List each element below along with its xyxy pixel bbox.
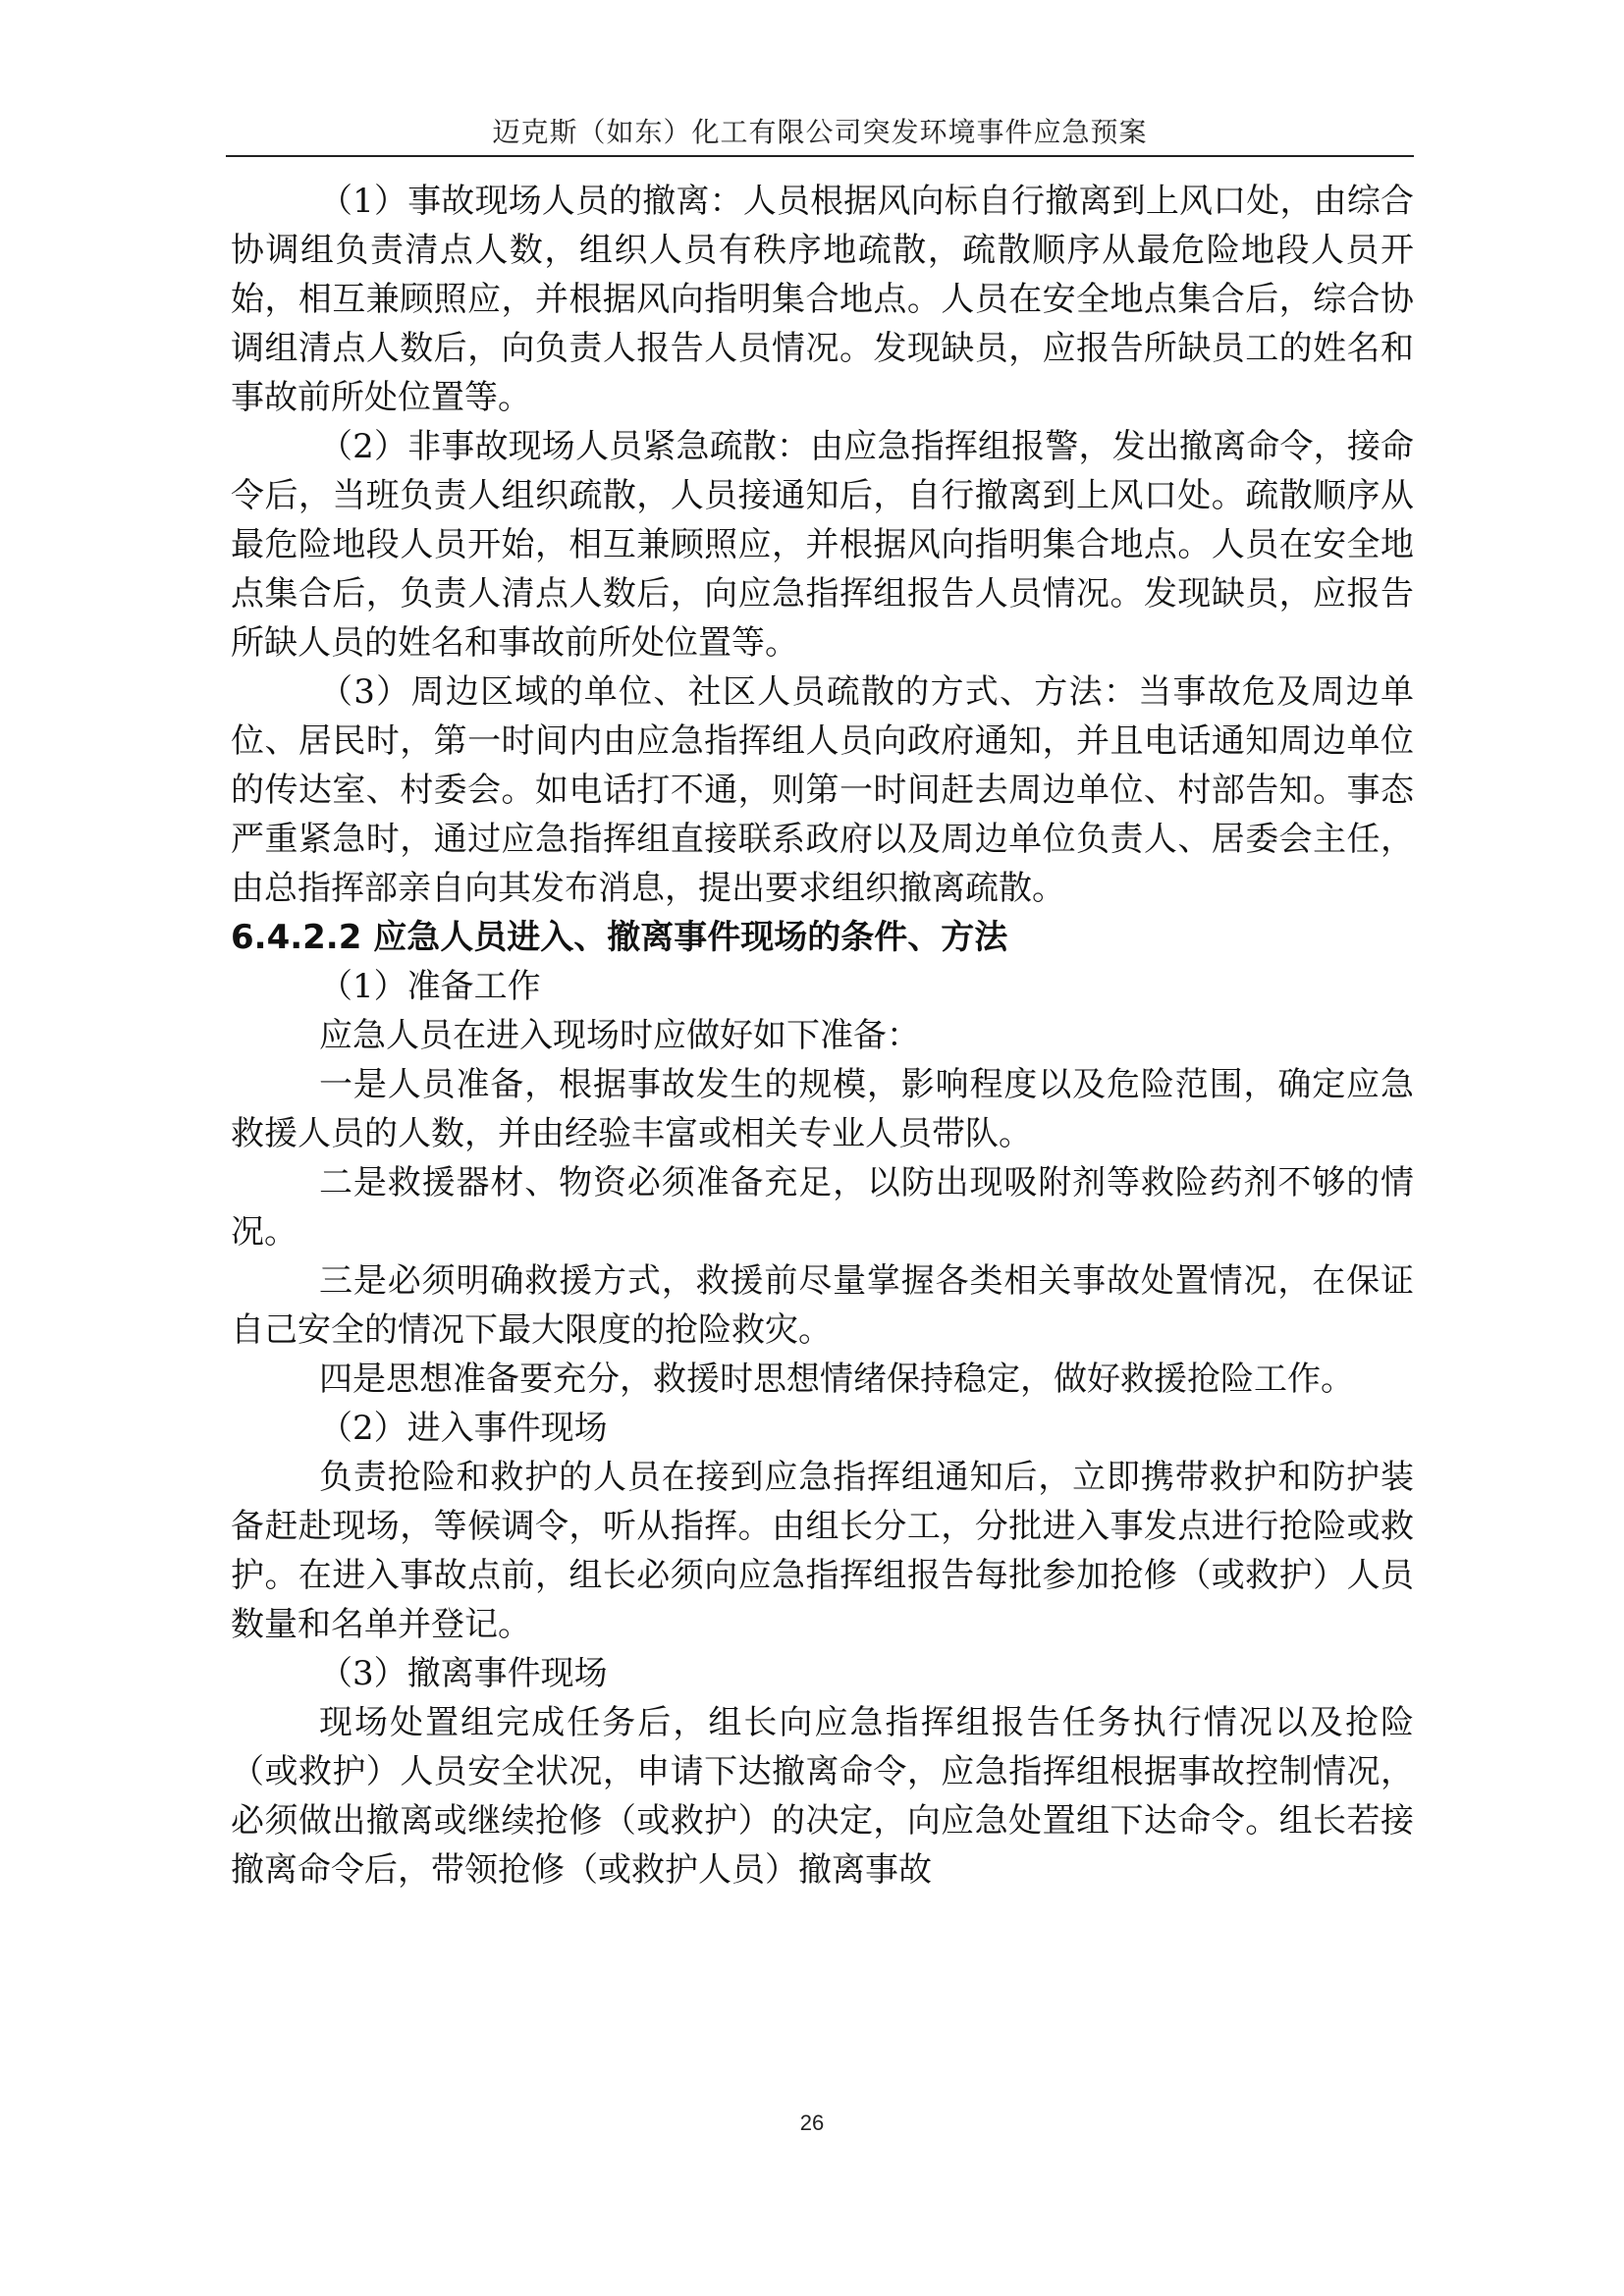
page-header-title: 迈克斯（如东）化工有限公司突发环境事件应急预案 [492,116,1148,148]
paragraph-mental-preparation: 四是思想准备要充分，救援时思想情绪保持稳定，做好救援抢险工作。 [319,1360,1354,1399]
section-heading: 6.4.2.2 应急人员进入、撤离事件现场的条件、方法 [231,918,1008,957]
paragraph-equipment-preparation: 二是救援器材、物资必须准备充足，以防出现吸附剂等救险药剂不够的情况。 [231,1163,1414,1252]
paragraph-evacuation-off-site: （2）非事故现场人员紧急疏散：由应急指挥组报警，发出撤离命令，接命令后，当班负责人组织疏散，人员接通知后，自行撤离到上风口处。疏散顺序从最危险地段人员开始，相互兼顾照应，并根据风向指明集合地点。人员在安全地点集合后，负责人清点人数后，向应急指挥组报告人员情况。发现缺员，应报告所缺人员的姓名和事故前所处位置等。 [231,427,1414,663]
paragraph-evacuation-on-site: （1）事故现场人员的撤离：人员根据风向标自行撤离到上风口处，由综合协调组负责清点人数，组织人员有秩序地疏散，疏散顺序从最危险地段人员开始，相互兼顾照应，并根据风向指明集合地点。人员在安全地点集合后，综合协调组清点人数后，向负责人报告人员情况。发现缺员，应报告所缺员工的姓名和事故前所处位置等。 [231,182,1414,417]
subheading-preparation: （1）准备工作 [319,967,541,1006]
paragraph-evacuation-surrounding: （3）周边区域的单位、社区人员疏散的方式、方法：当事故危及周边单位、居民时，第一时间内由应急指挥组人员向政府通知，并且电话通知周边单位的传达室、村委会。如电话打不通，则第一时间赶去周边单位、村部告知。事态严重紧急时，通过应急指挥组直接联系政府以及周边单位负责人、居委会主任，由总指挥部亲自向其发布消息，提出要求组织撤离疏散。 [231,672,1414,908]
paragraph-personnel-preparation: 一是人员准备，根据事故发生的规模，影响程度以及危险范围，确定应急救援人员的人数，并由经验丰富或相关专业人员带队。 [231,1065,1414,1153]
subheading-enter-scene: （2）进入事件现场 [319,1409,608,1448]
subheading-evacuate-scene: （3）撤离事件现场 [319,1654,608,1693]
page-number: 26 [799,2110,825,2135]
paragraph-rescue-method: 三是必须明确救援方式，救援前尽量掌握各类相关事故处置情况，在保证自己安全的情况下最大限度的抢险救灾。 [231,1261,1414,1350]
paragraph-enter-scene: 负责抢险和救护的人员在接到应急指挥组通知后，立即携带救护和防护装备赶赴现场，等候调令，听从指挥。由组长分工，分批进入事发点进行抢险或救护。在进入事故点前，组长必须向应急指挥组报告每批参加抢修（或救护）人员数量和名单并登记。 [231,1458,1414,1644]
header-divider [226,155,1414,157]
paragraph-preparation-intro: 应急人员在进入现场时应做好如下准备： [319,1016,920,1055]
document-body [231,177,1414,1895]
paragraph-evacuate-scene: 现场处置组完成任务后，组长向应急指挥组报告任务执行情况以及抢险（或救护）人员安全状况，申请下达撤离命令，应急指挥组根据事故控制情况，必须做出撤离或继续抢修（或救护）的决定，向应急处置组下达命令。组长若接撤离命令后，带领抢修（或救护人员）撤离事故 [231,1703,1414,1890]
